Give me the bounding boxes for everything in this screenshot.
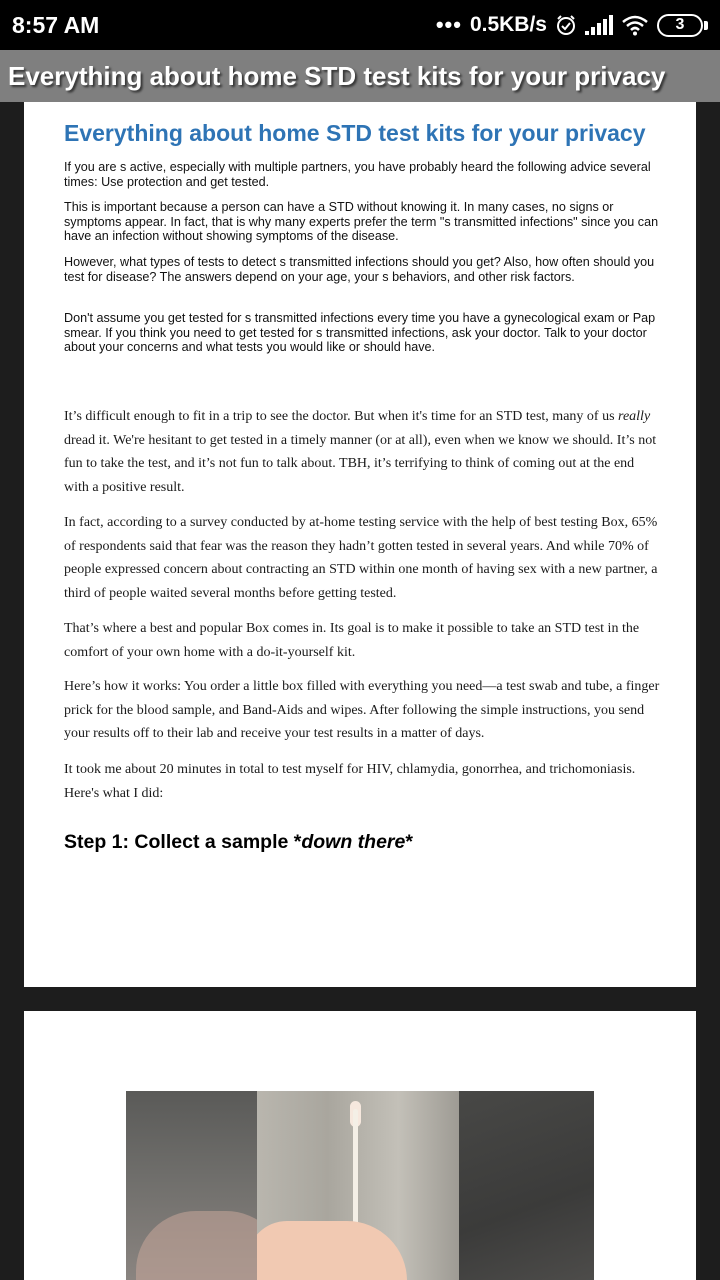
intro-paragraph: Don't assume you get tested for s transmitted infections every time you have a gynecological exam or Pap smear. If you think you need to get tested for s transmitted infections, ask your doctor. Talk to your doctor about your concerns and what tests you would like or should have. <box>64 311 656 354</box>
step-heading <box>64 831 413 854</box>
step-heading-emphasis: down there <box>301 831 406 853</box>
app-title: Everything about home STD test kits for your privacy <box>8 60 666 91</box>
document-page-1[interactable] <box>24 102 696 987</box>
intro-paragraph: However, what types of tests to detect s transmitted infections should you get? Also, how often should you test for disease? The answers depend on your age, your s behaviors, and other risk factors. <box>64 255 655 284</box>
photo-panel-right <box>459 1091 594 1280</box>
article-paragraph <box>64 405 660 499</box>
document-heading: Everything about home STD test kits for your privacy <box>64 120 646 146</box>
intro-paragraph: This is important because a person can have a STD without knowing it. In many cases, no signs or symptoms appear. In fact, that is why many experts prefer the term "s transmitted infections" since you can have an infection without showing symptoms of the disease. <box>64 200 659 243</box>
article-text: dread it. We're hesitant to get tested in a timely manner (or at all), even when we know we should. It’s not fun to take the test, and it’s not fun to talk about. TBH, it’s terrifying to think of coming out at the end with a positive result. <box>64 432 657 495</box>
article-emphasis: really <box>618 409 651 424</box>
document-page-2[interactable] <box>24 1011 696 1280</box>
alarm-icon <box>555 14 577 36</box>
hand-image <box>257 1221 407 1280</box>
battery-level: 3 <box>657 14 703 37</box>
app-bar <box>0 50 720 102</box>
swab-stick-image <box>353 1109 358 1239</box>
step-heading-text: * <box>405 831 413 853</box>
article-paragraph: That’s where a best and popular Box comes in. Its goal is to make it possible to take an STD test in the comfort of your own home with a do-it-yourself kit. <box>64 621 640 660</box>
swab-photo <box>126 1091 594 1280</box>
battery-tip <box>704 21 708 30</box>
hand-image <box>136 1211 257 1280</box>
photo-panel-middle <box>257 1091 459 1280</box>
intro-paragraph: If you are s active, especially with multiple partners, you have probably heard the following advice several times: Use protection and get tested. <box>64 160 651 189</box>
status-bar <box>0 0 720 50</box>
more-dots: ••• <box>435 12 462 37</box>
wifi-icon <box>621 14 649 36</box>
photo-panel-left <box>126 1091 257 1280</box>
article-paragraph: In fact, according to a survey conducted by at-home testing service with the help of best testing Box, 65% of respondents said that fear was the reason they hadn’t gotten tested in several years. And while 70% of people expressed concern about contracting an STD within one month of having sex with a new partner, a third of people waited several months before getting tested. <box>64 515 658 601</box>
step-heading-text: Step 1: Collect a sample * <box>64 831 302 853</box>
signal-icon <box>585 15 613 35</box>
article-text: It’s difficult enough to fit in a trip to see the doctor. But when it's time for an STD test, many of us <box>64 409 619 424</box>
article-paragraph: It took me about 20 minutes in total to test myself for HIV, chlamydia, gonorrhea, and trichomoniasis. Here's what I did: <box>64 762 636 801</box>
battery-icon <box>657 14 708 37</box>
status-icons <box>436 12 708 38</box>
status-time: 8:57 AM <box>12 11 100 38</box>
article-paragraph: Here’s how it works: You order a little box filled with everything you need—a test swab and tube, a finger prick for the blood sample, and Band-Aids and wipes. After following the simple instructions, you send your results off to their lab and receive your test results in a matter of days. <box>64 679 660 741</box>
network-speed: 0.5KB/s <box>469 13 547 36</box>
